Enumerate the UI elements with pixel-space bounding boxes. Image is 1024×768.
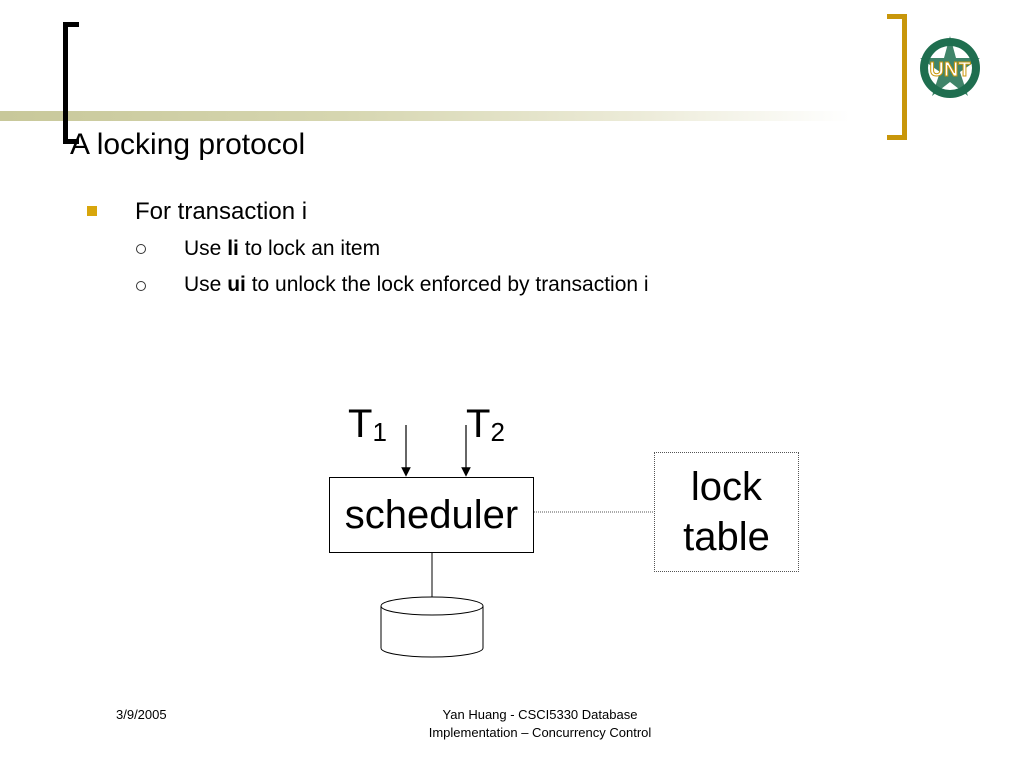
sub-item-2-suffix: to unlock the lock enforced by transaction i [245, 273, 649, 296]
sub-item-2-prefix: Use [184, 273, 228, 296]
logo-text: UNT [929, 59, 971, 81]
footer-line2: Implementation – Concurrency Control [428, 724, 652, 740]
scheduler-label: scheduler [344, 492, 519, 537]
t1-main: T [348, 402, 373, 446]
transaction-t2-label [466, 402, 505, 447]
footer-credit [380, 706, 700, 741]
t2-main: T [466, 402, 491, 446]
sub-item-1-prefix: Use [184, 237, 228, 260]
t2-sub: 2 [490, 417, 505, 447]
lock-table-line1: lock [690, 465, 763, 509]
database-cylinder-icon [381, 597, 483, 657]
sub-bullet-circle-icon [136, 281, 146, 291]
sub-item-1 [184, 237, 380, 261]
unt-logo [912, 30, 988, 106]
sub-item-1-bold: li [227, 237, 239, 260]
t1-sub: 1 [372, 417, 387, 447]
lock-table-box [654, 452, 799, 572]
sub-item-2 [184, 273, 649, 297]
bullet-square-icon [87, 206, 97, 216]
lock-table-line2: table [683, 515, 770, 559]
sub-bullet-circle-icon [136, 244, 146, 254]
bullet-text: For transaction i [135, 198, 308, 225]
sub-item-1-suffix: to lock an item [238, 237, 381, 260]
transaction-t1-label [348, 402, 387, 447]
right-bracket-decoration [887, 14, 907, 140]
footer-line1: Yan Huang - CSCI5330 Database [442, 707, 638, 722]
footer-date: 3/9/2005 [116, 707, 167, 722]
header-gradient-band [0, 111, 850, 121]
slide-title: A locking protocol [70, 128, 306, 161]
left-bracket-decoration [63, 22, 79, 144]
sub-item-2-bold: ui [227, 273, 246, 296]
scheduler-box [329, 477, 534, 553]
